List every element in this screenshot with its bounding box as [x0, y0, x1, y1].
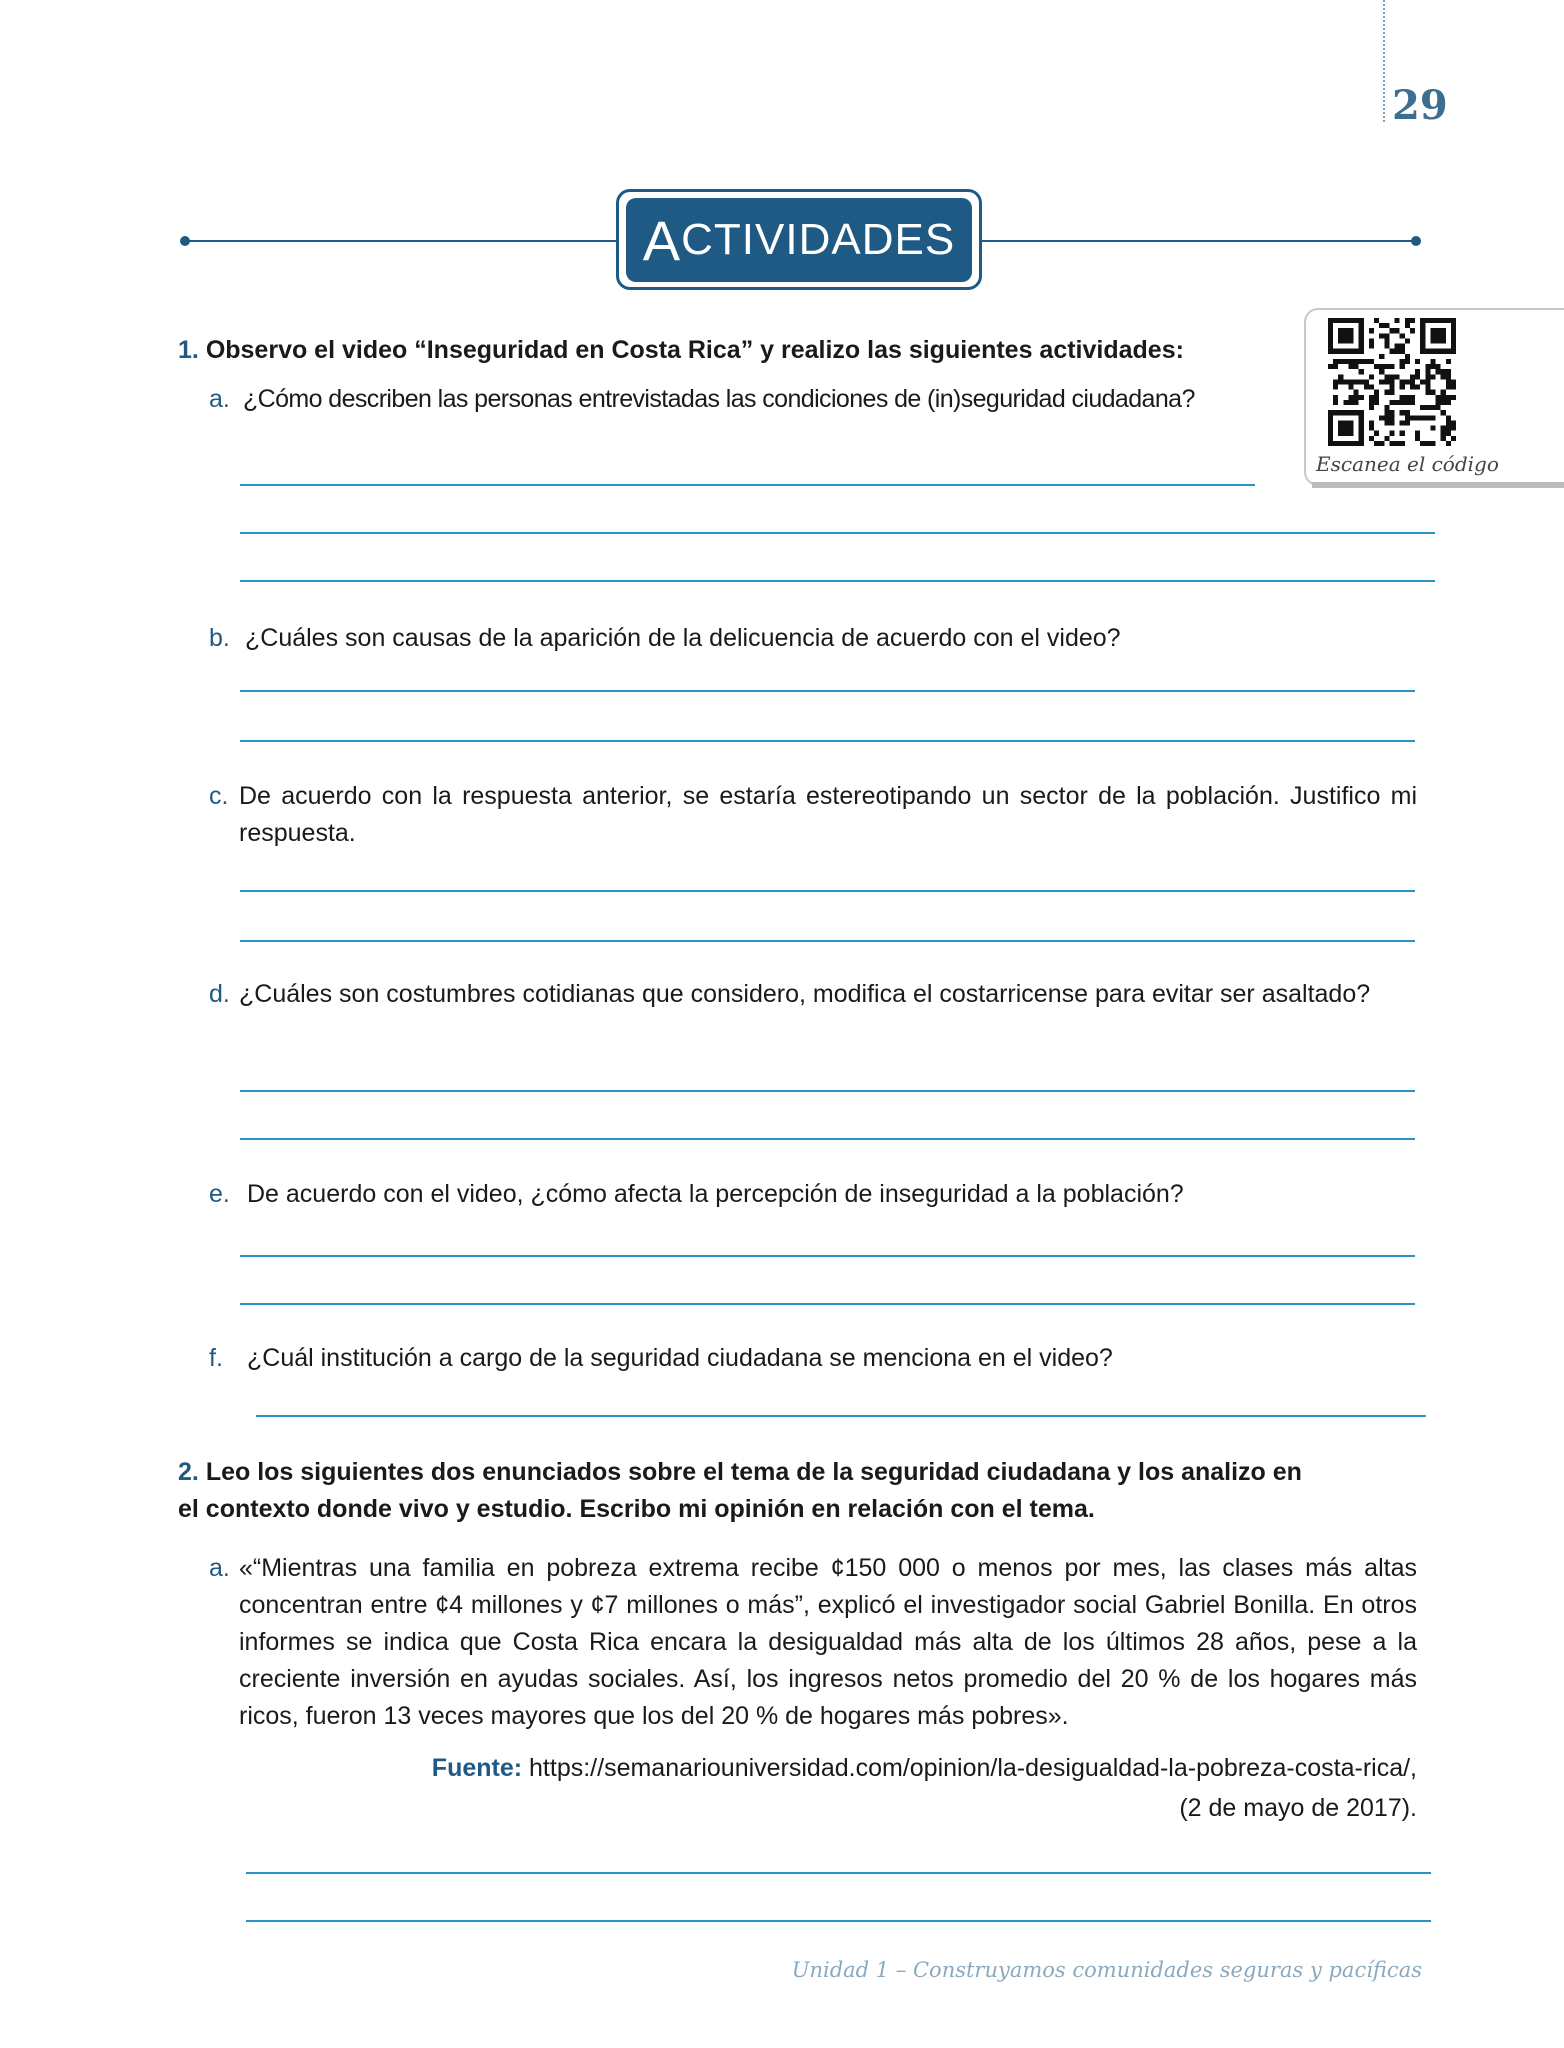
- header-dotted-rule: [1383, 0, 1385, 122]
- item-1a-letter: a.: [209, 385, 230, 413]
- answer-line[interactable]: [240, 940, 1415, 942]
- question-2-text: Leo los siguientes dos enunciados sobre el tema de la seguridad ciudadana y los analizo en el contexto donde vivo y estudio. Escribo mi opinión en relación con el tema.: [178, 1458, 1302, 1523]
- question-2-number: 2.: [178, 1458, 199, 1486]
- qr-code-icon[interactable]: [1328, 318, 1456, 446]
- section-title: [626, 198, 972, 282]
- item-1f-letter: f.: [209, 1344, 223, 1372]
- answer-line[interactable]: [240, 532, 1435, 534]
- item-2a: [209, 1550, 1417, 1735]
- item-2a-text: «“Mientras una familia en pobreza extrema recibe ¢150 000 o menos por mes, las clases más altas concentran entre ¢4 millones y ¢7 millones o más”, explicó el investigador social Gabriel Bonilla. En otros informes se indica que Costa Rica encara la desigualdad más alta de los últimos 28 años, pese a la creciente inversión en ayudas sociales. Así, los ingresos netos promedio del 20 % de los hogares más ricos, fueron 13 veces mayores que los del 20 % de hogares más pobres».: [239, 1554, 1417, 1730]
- item-1d-text: ¿Cuáles son costumbres cotidianas que considero, modifica el costarricense para evitar ser asaltado?: [239, 980, 1371, 1008]
- answer-line[interactable]: [240, 1303, 1415, 1305]
- page-footer: Unidad 1 – Construyamos comunidades seguras y pacíficas: [791, 1958, 1422, 1982]
- item-2a-letter: a.: [209, 1554, 230, 1582]
- item-1a: [209, 381, 1329, 418]
- section-title-rest: CTIVIDADES: [681, 215, 956, 264]
- page-number: 29: [1392, 82, 1448, 129]
- item-1d: [209, 976, 1417, 1013]
- answer-line[interactable]: [240, 740, 1415, 742]
- source-label: Fuente:: [431, 1754, 523, 1782]
- title-rule-right: [982, 240, 1416, 242]
- answer-line[interactable]: [256, 1415, 1426, 1417]
- answer-line[interactable]: [240, 1090, 1415, 1092]
- item-1e-text: De acuerdo con el video, ¿cómo afecta la percepción de inseguridad a la población?: [247, 1180, 1184, 1208]
- item-1d-letter: d.: [209, 980, 230, 1008]
- answer-line[interactable]: [246, 1872, 1431, 1874]
- question-1-text: Observo el video “Inseguridad en Costa Rica” y realizo las siguientes actividades:: [205, 336, 1184, 364]
- answer-line[interactable]: [240, 484, 1255, 486]
- item-1a-text: ¿Cómo describen las personas entrevistadas las condiciones de (in)seguridad ciudadana?: [243, 385, 1195, 413]
- qr-caption: Escanea el código: [1316, 452, 1499, 476]
- source-citation: [300, 1748, 1417, 1828]
- title-rule-left: [185, 240, 617, 242]
- question-1-number: 1.: [178, 336, 199, 364]
- section-title-initial: A: [642, 208, 682, 272]
- answer-line[interactable]: [240, 890, 1415, 892]
- item-1f-text: ¿Cuál institución a cargo de la seguridad ciudadana se menciona en el video?: [247, 1344, 1113, 1372]
- item-1e-letter: e.: [209, 1180, 230, 1208]
- source-url[interactable]: https://semanariouniversidad.com/opinion/la-desigualdad-la-pobreza-costa-rica/,: [529, 1754, 1417, 1782]
- title-rule-right-dot: [1411, 236, 1421, 246]
- answer-line[interactable]: [246, 1920, 1431, 1922]
- item-1b-text: ¿Cuáles son causas de la aparición de la delicuencia de acuerdo con el video?: [245, 624, 1121, 652]
- answer-line[interactable]: [240, 690, 1415, 692]
- question-2: [178, 1454, 1308, 1528]
- item-1c-text: De acuerdo con la respuesta anterior, se estaría estereotipando un sector de la población. Justifico mi respuesta.: [239, 782, 1417, 847]
- item-1c-letter: c.: [209, 782, 229, 810]
- item-1b-letter: b.: [209, 624, 230, 652]
- answer-line[interactable]: [240, 580, 1435, 582]
- item-1b: [209, 620, 1419, 657]
- answer-line[interactable]: [240, 1138, 1415, 1140]
- item-1c: [209, 778, 1417, 852]
- source-date: (2 de mayo de 2017).: [1179, 1794, 1417, 1822]
- item-1e: [209, 1176, 1419, 1213]
- qr-panel-shadow: [1312, 482, 1564, 488]
- item-1f: [209, 1340, 1419, 1377]
- answer-line[interactable]: [240, 1255, 1415, 1257]
- question-1: [178, 332, 1278, 369]
